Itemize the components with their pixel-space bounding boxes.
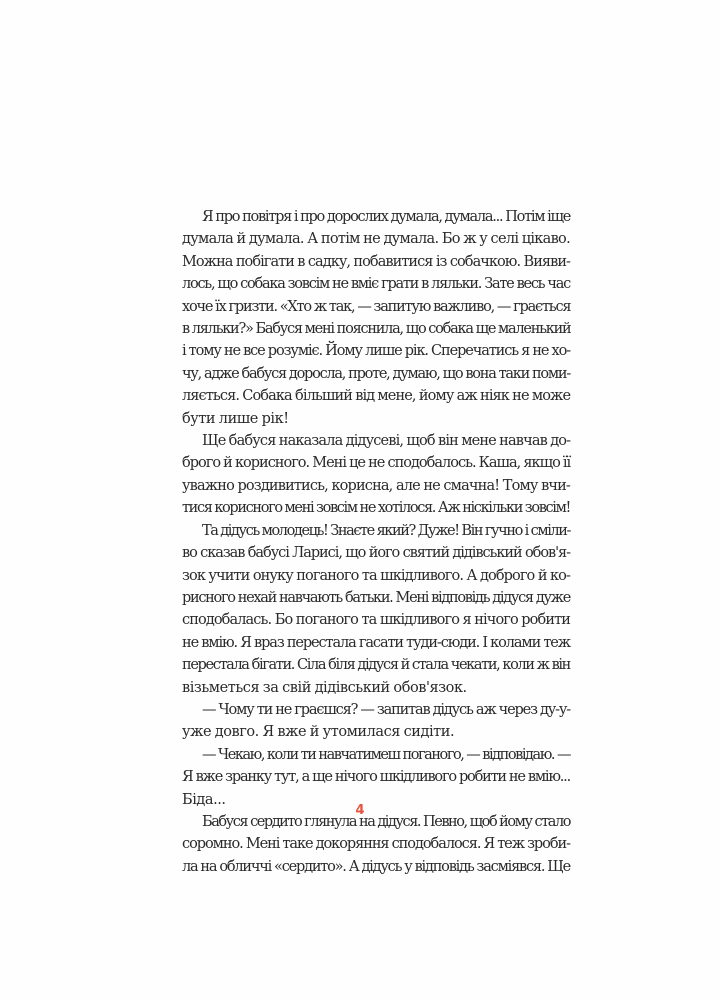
- text-line: візьметься за свій дідівський обов'язок.: [182, 679, 467, 696]
- text-line: чу, адже бабуся доросла, проте, думаю, що вона таки поми-: [182, 365, 570, 382]
- text-line: Можна побігати в садку, побавитися із собачкою. Вияви-: [182, 253, 570, 270]
- text-line: думала й думала. А потім не думала. Бо ж у селі цікаво.: [182, 231, 570, 248]
- text-line: ла на обличчі «сердито». А дідусь у відповідь засміявся. Ще: [182, 858, 570, 875]
- text-line: Та дідусь молодець! Знаєте який? Дуже! Він гучно і сміли-: [202, 522, 571, 539]
- text-line: сподобалась. Бо поганого та шкідливого я нічого робити: [182, 612, 570, 629]
- text-line: перестала бігати. Сіла біля дідуся й стала чекати, коли ж він: [182, 657, 570, 674]
- text-line: і тому не все розуміє. Йому лише рік. Сперечатись я не хо-: [182, 343, 570, 360]
- body-text: [182, 206, 570, 878]
- text-line: бути лише рік!: [182, 410, 289, 427]
- text-line: рисного нехай навчають батьки. Мені відповідь дідуся дуже: [182, 589, 570, 606]
- text-line: — Чому ти не граєшся? — запитав дідусь аж через ду-у-: [202, 701, 570, 718]
- text-line: уважно роздивитись, корисна, але не смачна! Тому вчи-: [182, 477, 570, 494]
- text-line: тися корисного мені зовсім не хотілося. Аж ніскільки зовсім!: [182, 500, 570, 517]
- text-line: Біда...: [182, 791, 226, 808]
- text-line: брого й корисного. Мені це не сподобалось. Каша, якщо її: [182, 455, 571, 472]
- text-line: — Чекаю, коли ти навчатимеш поганого, — відповідаю. —: [202, 746, 570, 763]
- text-line: зок учити онуку поганого та шкідливого. А доброго й ко-: [182, 567, 570, 584]
- text-line: лось, що собака зовсім не вміє грати в ляльки. Зате весь час: [182, 276, 570, 293]
- text-line: соромно. Мені таке докоряння сподобалося. Я теж зроби-: [182, 836, 570, 853]
- text-line: ляється. Собака більший від мене, йому аж ніяк не може: [182, 388, 571, 405]
- text-line: во сказав бабусі Ларисі, що його святий дідівський обов'я-: [182, 545, 570, 562]
- text-line: не вмію. Я враз перестала гасати туди-сюди. І колами теж: [182, 634, 570, 651]
- text-line: Я про повітря і про дорослих думала, думала... Потім іще: [202, 209, 571, 225]
- text-line: хоче їх гризти. «Хто ж так, — запитую важливо, — грається: [182, 298, 571, 315]
- text-line: уже довго. Я вже й утомилася сидіти.: [182, 724, 455, 741]
- text-line: в ляльки?» Бабуся мені пояснила, що собака ще маленький: [182, 321, 571, 338]
- page-number: 4: [355, 803, 365, 818]
- text-line: Бабуся сердито глянула на дідуся. Певно, щоб йому стало: [202, 813, 570, 830]
- text-line: Ще бабуся наказала дідусеві, щоб він мене навчав до-: [202, 433, 571, 450]
- text-line: Я вже зранку тут, а ще нічого шкідливого робити не вмію...: [182, 769, 570, 786]
